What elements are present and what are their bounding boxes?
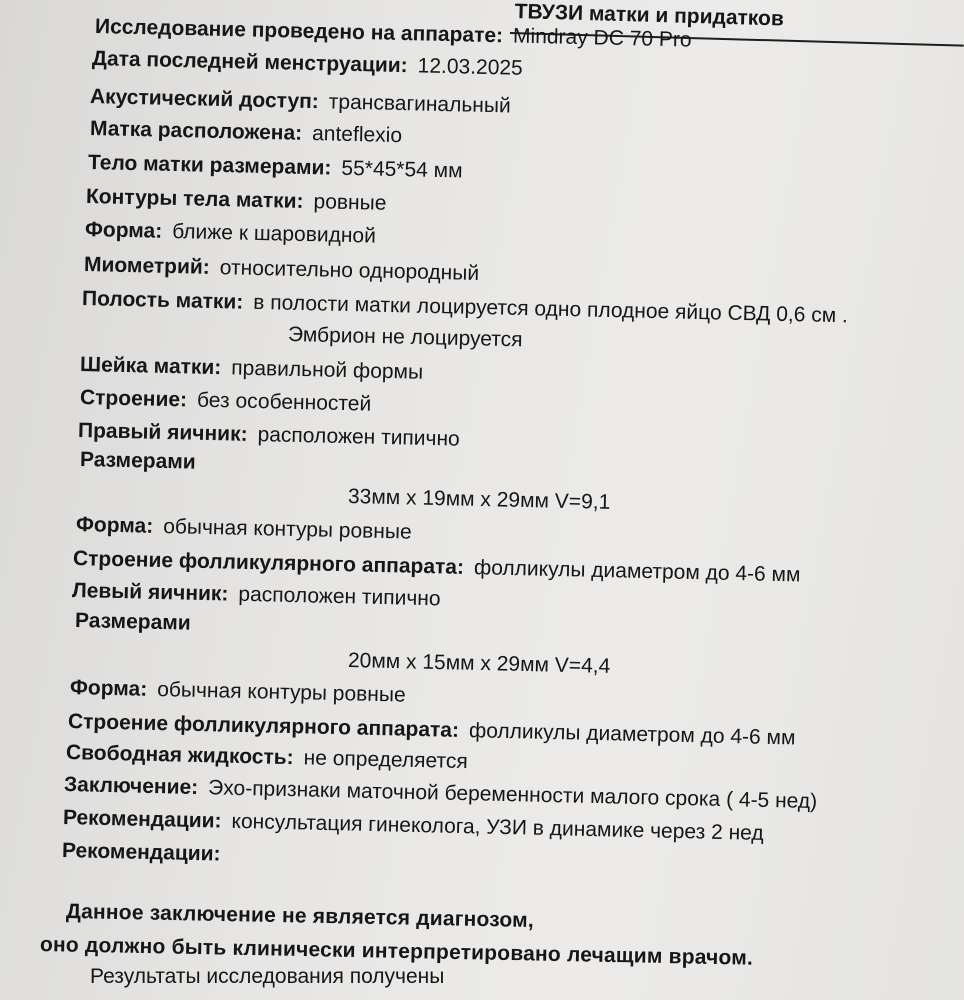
row-value: правильной формы [231, 356, 424, 384]
row-label: Строение фолликулярного аппарата: [67, 710, 460, 742]
row-label: Свободная жидкость: [65, 741, 294, 770]
row-value: Mindray DC 70 Pro [512, 24, 692, 52]
row-value: в полости матки лоцируется одно плодное яйцо СВД 0,6 см . [253, 290, 849, 328]
row-label: Правый яичник: [77, 419, 248, 446]
row-left-ovary-size-label [75, 608, 191, 637]
row-label: Размерами [79, 448, 196, 474]
row-uterine-cavity-continuation [288, 322, 523, 353]
results-text: Результаты исследования получены [90, 965, 445, 988]
row-label: Исследование проведено на аппарате: [94, 15, 504, 48]
row-label: Акустический доступ: [89, 85, 320, 114]
row-uterus-contours [86, 184, 387, 217]
row-uterus-position [90, 116, 403, 149]
row-label: Контуры тела матки: [85, 185, 304, 213]
row-free-fluid [66, 740, 468, 775]
row-uterine-cavity [82, 286, 848, 329]
row-value: фолликулы диаметром до 4-6 мм [468, 719, 796, 750]
row-last-menstruation [92, 46, 523, 82]
row-cervix [80, 352, 424, 386]
row-label: Полость матки: [81, 287, 244, 314]
row-label: Левый яичник: [71, 579, 229, 606]
row-value: относительно однородный [219, 256, 480, 285]
row-recommendations-2 [62, 838, 221, 868]
row-label: Строение фолликулярного аппарата: [72, 547, 465, 579]
row-value: не определяется [303, 746, 469, 774]
row-structure [80, 385, 372, 418]
row-value: без особенностей [196, 388, 372, 416]
row-label: Форма: [75, 513, 154, 538]
row-label: Дата последней менструации: [91, 47, 408, 78]
disclaimer-line-1: Данное заключение не является диагнозом, [65, 900, 535, 932]
row-value: расположен типично [238, 582, 441, 611]
row-left-ovary [72, 578, 441, 612]
right-ovary-dimensions: 33мм х 19мм х 29мм V=9,1 [347, 485, 611, 514]
row-label: Матка расположена: [89, 117, 303, 145]
row-value: фолликулы диаметром до 4-6 мм [473, 556, 801, 587]
row-label: Форма: [84, 218, 163, 243]
row-value: консультация гинеколога, УЗИ в динамике через 2 нед [231, 809, 764, 845]
row-value: трансвагинальный [328, 90, 512, 118]
row-value: 55*45*54 мм [341, 156, 463, 183]
row-value-continuation: Эмбрион не лоцируется [287, 323, 523, 352]
row-acoustic-access [90, 84, 511, 120]
row-myometrium [84, 252, 480, 287]
row-value: 12.03.2025 [417, 54, 524, 80]
row-value: ровные [313, 190, 387, 215]
row-label: Форма: [69, 676, 148, 701]
row-value: расположен типично [257, 423, 461, 451]
row-label: Размерами [74, 609, 191, 635]
left-ovary-dimensions: 20мм х 15мм х 29мм V=4,4 [347, 649, 611, 678]
row-uterus-size [88, 150, 463, 184]
row-uterus-shape [85, 217, 376, 250]
row-label: Шейка матки: [79, 353, 222, 380]
row-label: Заключение: [63, 773, 199, 800]
row-right-ovary-size-label [80, 447, 196, 476]
row-value: ближе к шаровидной [171, 219, 377, 248]
row-value: Эхо-признаки маточной беременности малого срока ( 4-5 нед) [207, 776, 818, 814]
row-label: Тело матки размерами: [87, 151, 332, 180]
row-label: Рекомендации: [62, 806, 222, 833]
disclaimer-line-2: оно должно быть клинически интерпретировано лечащим врачом. [39, 933, 754, 970]
document-header-title: ТВУЗИ матки и придатков [514, 0, 785, 31]
row-value: anteflexio [311, 122, 403, 148]
row-left-ovary-shape [70, 675, 406, 709]
row-label: Рекомендации: [61, 839, 221, 866]
row-value: обычная контуры ровные [162, 514, 412, 544]
row-label: Строение: [79, 386, 188, 412]
row-right-ovary-shape [76, 512, 412, 546]
row-value: обычная контуры ровные [156, 677, 406, 707]
row-label: Миометрий: [83, 253, 211, 279]
